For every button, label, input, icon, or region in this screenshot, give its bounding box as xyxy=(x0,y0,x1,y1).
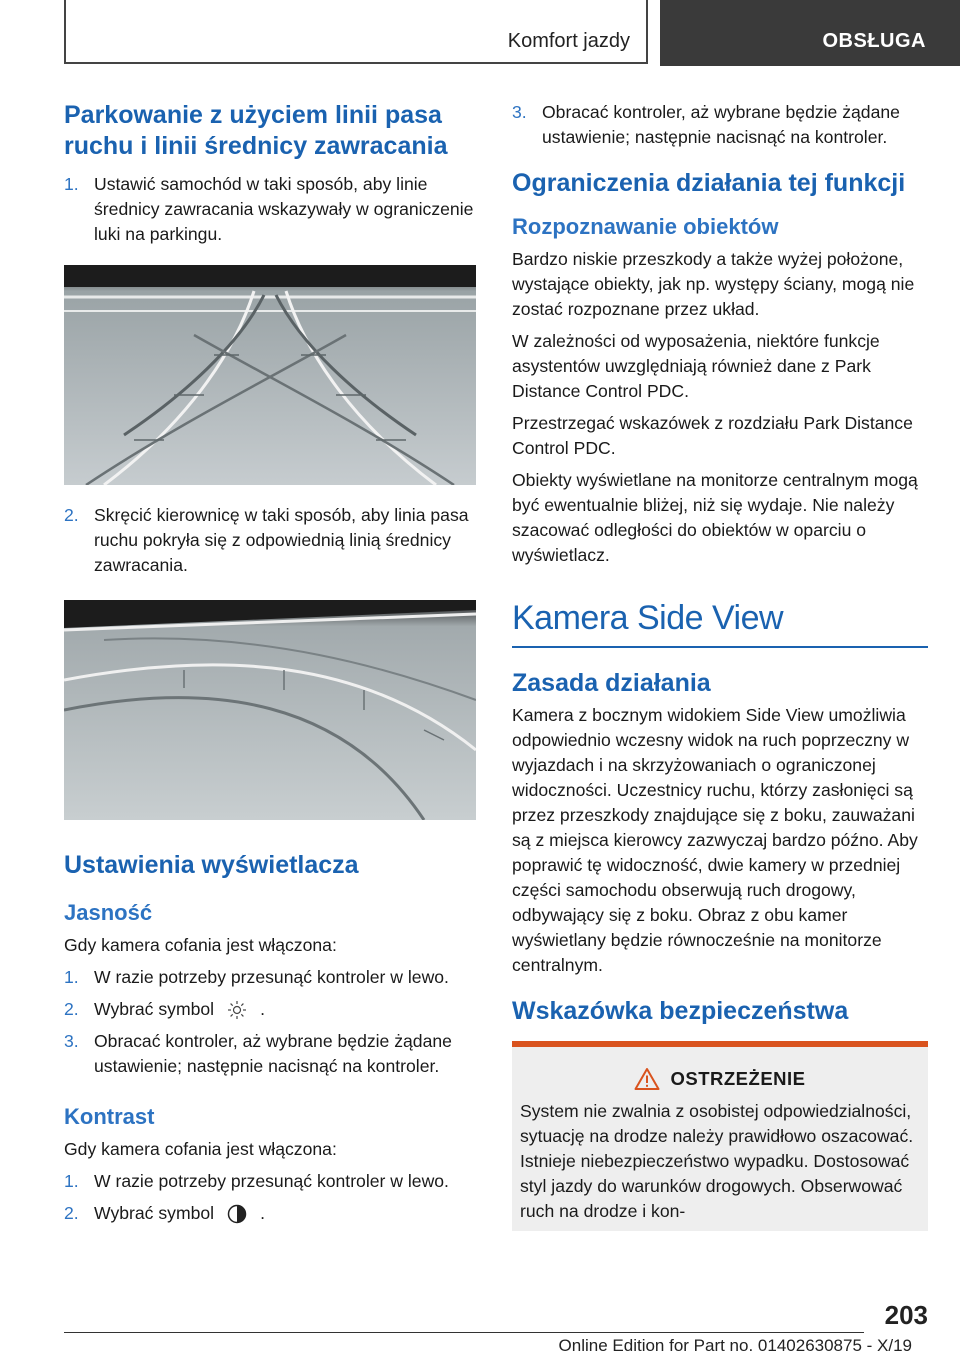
paragraph: Przestrzegać wskazówek z rozdziału Park Distance Control PDC. xyxy=(512,413,913,458)
list-item xyxy=(512,100,928,150)
brightness-steps-continued xyxy=(512,100,928,150)
warning-label: OSTRZEŻENIE xyxy=(670,1068,806,1089)
step-number: 3. xyxy=(512,102,527,122)
warning-box xyxy=(512,1041,928,1231)
paragraph: Bardzo niskie przeszkody a także wyżej położone, wystające obiekty, jak np. występy ściany, mogą nie zostać rozpoznane przez układ. xyxy=(512,249,915,319)
step-number: 2. xyxy=(64,505,79,525)
right-column xyxy=(512,100,928,1231)
principle-heading: Zasada działania xyxy=(512,669,711,697)
step-text-end: . xyxy=(260,999,265,1019)
header-chapter-tab xyxy=(660,0,960,66)
step-number: 3. xyxy=(64,1031,79,1051)
list-item xyxy=(64,1169,476,1194)
left-column xyxy=(64,100,476,1234)
camera-image-lane-lines xyxy=(64,600,476,820)
contrast-heading: Kontrast xyxy=(64,1104,155,1129)
warning-header xyxy=(520,1067,920,1091)
parking-lines-heading: Parkowanie z użyciem linii pasa ruchu i linii średnicy zawracania xyxy=(64,101,448,160)
step-text: Wybrać symbol xyxy=(94,1203,215,1223)
step-number: 2. xyxy=(64,999,79,1019)
contrast-steps xyxy=(64,1169,476,1226)
list-item xyxy=(64,965,476,990)
brightness-steps xyxy=(64,965,476,1079)
parking-steps-2 xyxy=(64,503,476,578)
step-number: 1. xyxy=(64,1171,79,1191)
warning-text: System nie zwalnia z osobistej odpowiedzialności, sytuację na drodze należy prawidłowo oszacować. Istnieje niebezpieczeństwo wypadku. Dostosować styl jazdy do warunków drogowych. Obserwować ruch na drodze i kon- xyxy=(520,1101,914,1221)
principle-text: Kamera z bocznym widokiem Side View umożliwia odpowiednio wczesny widok na ruch poprzeczny w wyjazdach i na skrzyżowaniach o ograniczonej widoczności. Uczestnicy ruchu, którzy zasłonięci są przez przeszkody znajdujące się z boku, zauważani są z miejsca kierowcy zazwyczaj bardzo późno. Aby poprawić tę widoczność, dwie kamery w przedniej części samochodu obserwują ruch drogowy, odbywający się z boku. Obraz z obu kamer wyświetlany będzie równocześnie na monitorze centralnym. xyxy=(512,705,918,975)
safety-heading: Wskazówka bezpieczeństwa xyxy=(512,997,849,1025)
list-item xyxy=(64,172,476,247)
chapter-label: OBSŁUGA xyxy=(822,29,926,52)
step-number: 1. xyxy=(64,174,79,194)
heading-rule xyxy=(512,646,928,648)
brightness-heading: Jasność xyxy=(64,900,153,925)
footer-rule xyxy=(64,1332,864,1333)
limits-heading: Ograniczenia działania tej funkcji xyxy=(512,169,906,197)
side-view-camera-heading: Kamera Side View xyxy=(512,599,784,637)
step-text: Skręcić kierownicę w taki sposób, aby linia pasa ruchu pokryła się z odpowiednią linią średnicy zawracania. xyxy=(94,505,469,575)
object-detection-heading: Rozpoznawanie obiektów xyxy=(512,214,779,239)
brightness-icon xyxy=(226,999,248,1021)
list-item xyxy=(64,1201,476,1226)
brightness-intro: Gdy kamera cofania jest włączona: xyxy=(64,935,337,955)
header-section-title: Komfort jazdy xyxy=(507,30,630,52)
warning-triangle-icon xyxy=(634,1067,660,1091)
contrast-icon xyxy=(226,1203,248,1225)
step-text: Obracać kontroler, aż wybrane będzie żądane ustawienie; następnie nacisnąć na kontroler. xyxy=(94,1031,452,1076)
footer-edition: Online Edition for Part no. 01402630875 - X/19 xyxy=(558,1336,912,1355)
step-text: W razie potrzeby przesunąć kontroler w lewo. xyxy=(94,967,449,987)
step-number: 1. xyxy=(64,967,79,987)
list-item xyxy=(64,1029,476,1079)
step-text: W razie potrzeby przesunąć kontroler w lewo. xyxy=(94,1171,449,1191)
list-item xyxy=(64,503,476,578)
paragraph: Obiekty wyświetlane na monitorze centralnym mogą być ewentualnie bliżej, niż się wydaje. Nie należy szacować odległości do obiektów w oparciu o wyświetlacz. xyxy=(512,470,918,565)
paragraph: W zależności od wyposażenia, niektóre funkcje asystentów uwzględniają również dane z Park Distance Control PDC. xyxy=(512,331,880,401)
step-text: Obracać kontroler, aż wybrane będzie żądane ustawienie; następnie nacisnąć na kontroler. xyxy=(542,102,900,147)
list-item xyxy=(64,997,476,1022)
contrast-intro: Gdy kamera cofania jest włączona: xyxy=(64,1139,337,1159)
camera-image-turning-lines xyxy=(64,265,476,485)
step-number: 2. xyxy=(64,1203,79,1223)
step-text: Wybrać symbol xyxy=(94,999,215,1019)
display-settings-heading: Ustawienia wyświetlacza xyxy=(64,851,359,879)
step-text-end: . xyxy=(260,1203,265,1223)
page-number: 203 xyxy=(884,1300,928,1330)
step-text: Ustawić samochód w taki sposób, aby linie średnicy zawracania wskazywały w ograniczenie luki na parkingu. xyxy=(94,174,474,244)
parking-steps-1 xyxy=(64,172,476,247)
